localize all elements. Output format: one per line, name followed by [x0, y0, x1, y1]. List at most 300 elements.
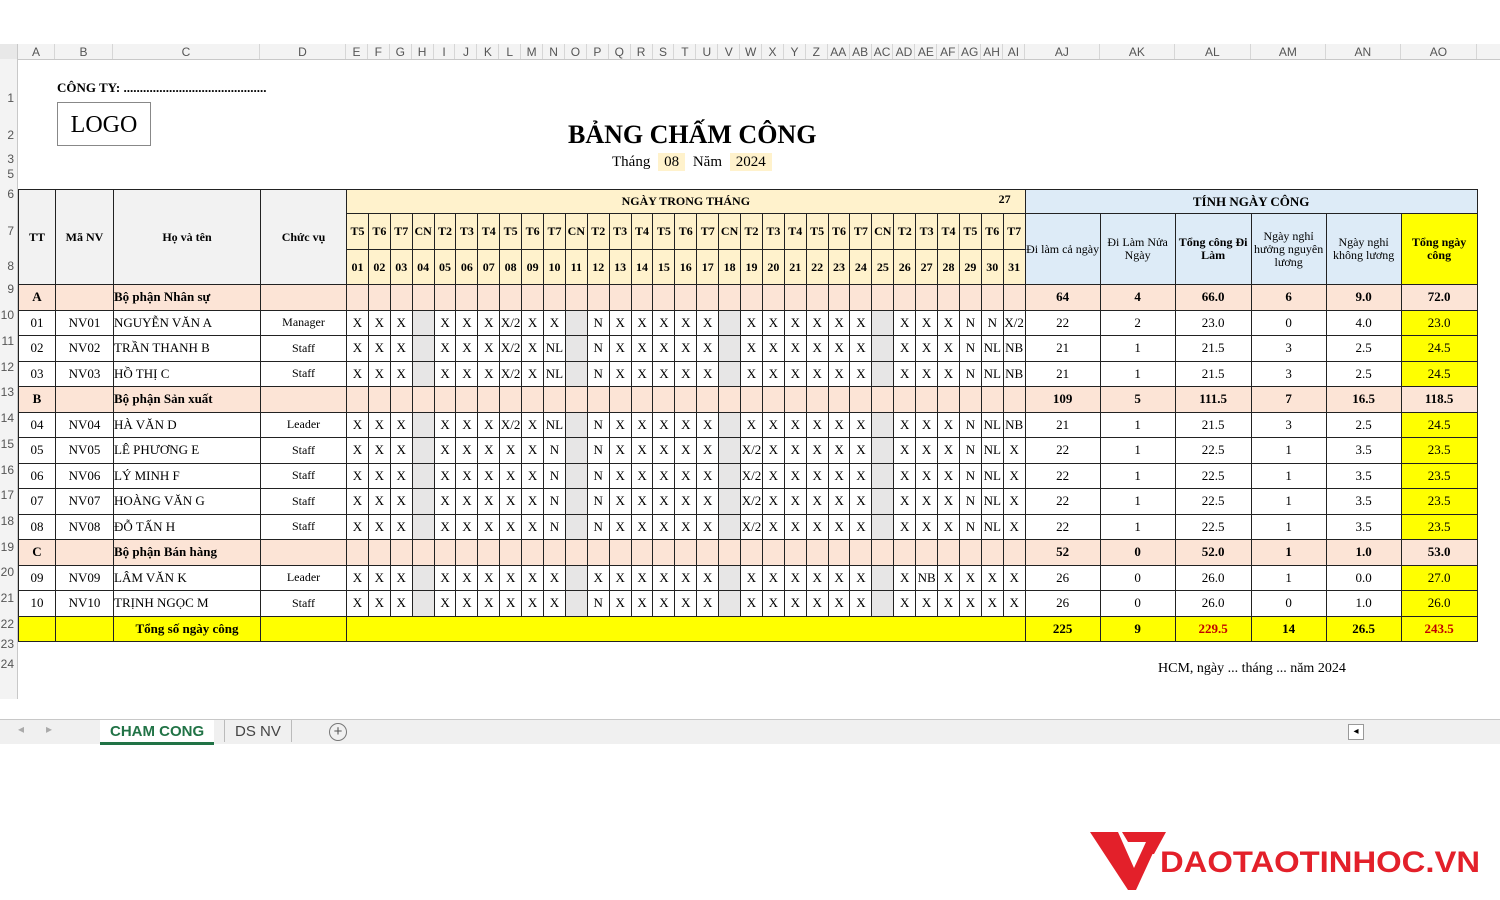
day-cell[interactable]	[1003, 387, 1025, 413]
day-cell[interactable]: NL	[981, 438, 1003, 464]
total-cell[interactable]: 1	[1100, 438, 1175, 464]
tab-ds-nv[interactable]: DS NV	[224, 720, 292, 742]
row-header-6[interactable]: 6	[7, 187, 14, 201]
total-cell[interactable]: 22.5	[1175, 489, 1251, 515]
day-cell[interactable]	[478, 540, 500, 566]
column-header-am[interactable]: AM	[1251, 44, 1326, 59]
day-cell[interactable]: X	[938, 463, 960, 489]
day-cell[interactable]: NB	[1003, 361, 1025, 387]
ma-nv-cell[interactable]	[56, 540, 114, 566]
day-cell[interactable]: X	[347, 514, 369, 540]
day-cell[interactable]: X	[850, 514, 872, 540]
day-cell[interactable]	[959, 285, 981, 311]
day-cell[interactable]	[456, 540, 478, 566]
header-di-lam-nua-ngay[interactable]: Đi Làm Nửa Ngày	[1100, 214, 1175, 285]
day-cell[interactable]	[1003, 285, 1025, 311]
weekday-cell[interactable]: CN	[565, 214, 587, 250]
day-cell[interactable]	[872, 336, 894, 362]
day-cell[interactable]: N	[544, 438, 566, 464]
day-cell[interactable]: NB	[1003, 412, 1025, 438]
header-ngay-trong-thang[interactable]	[347, 190, 1026, 214]
day-cell[interactable]: NL	[981, 412, 1003, 438]
department-name[interactable]: Bộ phận Sản xuất	[114, 387, 261, 413]
day-cell[interactable]: X	[631, 463, 653, 489]
day-cell[interactable]: X	[609, 591, 631, 617]
date-cell[interactable]: 31	[1003, 250, 1025, 285]
day-cell[interactable]: X	[916, 463, 938, 489]
ma-nv-cell[interactable]	[56, 387, 114, 413]
column-header-ai[interactable]: AI	[1003, 44, 1025, 59]
day-cell[interactable]: X	[478, 310, 500, 336]
tab-cham-cong[interactable]: CHAM CONG	[100, 720, 214, 745]
column-header-z[interactable]: Z	[806, 44, 828, 59]
employee-name[interactable]: TRẦN THANH B	[114, 336, 261, 362]
day-cell[interactable]: X	[1003, 514, 1025, 540]
date-cell[interactable]: 04	[412, 250, 434, 285]
column-header-ag[interactable]: AG	[959, 44, 981, 59]
day-cell[interactable]	[390, 387, 412, 413]
total-cell[interactable]: 22.5	[1175, 463, 1251, 489]
total-role-cell[interactable]	[261, 616, 347, 642]
table-row[interactable]	[19, 565, 1478, 591]
day-cell[interactable]	[412, 540, 434, 566]
day-cell[interactable]: X	[916, 412, 938, 438]
date-cell[interactable]: 08	[500, 250, 522, 285]
chuc-vu-cell[interactable]	[261, 540, 347, 566]
column-header-u[interactable]: U	[696, 44, 718, 59]
column-header-r[interactable]: R	[631, 44, 653, 59]
day-cell[interactable]: N	[587, 463, 609, 489]
date-cell[interactable]: 18	[719, 250, 741, 285]
row-header-10[interactable]: 10	[0, 308, 14, 322]
tab-scroll-left-icon[interactable]: ◂	[18, 722, 25, 736]
total-cell[interactable]: 5	[1100, 387, 1175, 413]
day-cell[interactable]: X	[806, 336, 828, 362]
day-cell[interactable]	[872, 310, 894, 336]
day-cell[interactable]: X	[806, 463, 828, 489]
total-cell[interactable]: 1	[1251, 489, 1326, 515]
total-cell[interactable]: 24.5	[1401, 412, 1477, 438]
day-cell[interactable]: X	[609, 438, 631, 464]
day-cell[interactable]: X	[434, 565, 456, 591]
day-cell[interactable]: X	[806, 412, 828, 438]
weekday-cell[interactable]: CN	[412, 214, 434, 250]
role-cell[interactable]: Staff	[261, 336, 347, 362]
header-tong-ngay-cong[interactable]: Tổng ngày công	[1401, 214, 1477, 285]
ma-nv-cell[interactable]: NV05	[56, 438, 114, 464]
total-cell[interactable]: 2.5	[1326, 412, 1401, 438]
total-cell[interactable]: 4.0	[1326, 310, 1401, 336]
row-header-13[interactable]: 13	[0, 385, 14, 399]
day-cell[interactable]: X/2	[741, 438, 763, 464]
month-value[interactable]: 08	[658, 153, 685, 171]
day-cell[interactable]: X	[368, 463, 390, 489]
column-header-al[interactable]: AL	[1175, 44, 1251, 59]
day-cell[interactable]: X	[609, 361, 631, 387]
day-cell[interactable]	[412, 463, 434, 489]
day-cell[interactable]	[412, 591, 434, 617]
day-cell[interactable]: X	[850, 310, 872, 336]
day-cell[interactable]: X	[500, 514, 522, 540]
day-cell[interactable]: N	[959, 336, 981, 362]
day-cell[interactable]: X	[434, 591, 456, 617]
total-cell[interactable]: 27.0	[1401, 565, 1477, 591]
total-cell[interactable]: 111.5	[1175, 387, 1251, 413]
total-cell[interactable]: 22	[1025, 514, 1100, 540]
weekday-cell[interactable]: T5	[653, 214, 675, 250]
day-cell[interactable]	[872, 540, 894, 566]
day-cell[interactable]: X	[697, 463, 719, 489]
day-cell[interactable]	[981, 387, 1003, 413]
total-cell[interactable]: 2.5	[1326, 336, 1401, 362]
day-cell[interactable]: X	[894, 591, 916, 617]
day-cell[interactable]	[762, 387, 784, 413]
day-cell[interactable]: X	[894, 438, 916, 464]
day-cell[interactable]: X	[938, 565, 960, 591]
day-cell[interactable]: X	[478, 489, 500, 515]
date-cell[interactable]: 13	[609, 250, 631, 285]
day-cell[interactable]: NL	[544, 361, 566, 387]
day-cell[interactable]	[872, 285, 894, 311]
day-cell[interactable]: X	[850, 565, 872, 591]
day-cell[interactable]: X	[697, 361, 719, 387]
day-cell[interactable]	[522, 285, 544, 311]
day-cell[interactable]: X	[609, 489, 631, 515]
column-header-a[interactable]: A	[18, 44, 55, 59]
day-cell[interactable]: X	[434, 412, 456, 438]
date-cell[interactable]: 29	[959, 250, 981, 285]
employee-name[interactable]: HỒ THỊ C	[114, 361, 261, 387]
total-cell[interactable]: 3	[1251, 361, 1326, 387]
column-header-ae[interactable]: AE	[915, 44, 937, 59]
total-cell[interactable]: 1	[1251, 540, 1326, 566]
day-cell[interactable]: X	[1003, 565, 1025, 591]
tt-cell[interactable]: 01	[19, 310, 56, 336]
weekday-cell[interactable]: T2	[434, 214, 456, 250]
day-cell[interactable]: X	[522, 565, 544, 591]
day-cell[interactable]	[522, 387, 544, 413]
day-cell[interactable]	[828, 540, 850, 566]
date-cell[interactable]: 03	[390, 250, 412, 285]
date-cell[interactable]: 17	[697, 250, 719, 285]
column-header-p[interactable]: P	[587, 44, 609, 59]
column-header-ad[interactable]: AD	[894, 44, 916, 59]
employee-name[interactable]: TRỊNH NGỌC M	[114, 591, 261, 617]
day-cell[interactable]: X	[390, 361, 412, 387]
column-header-n[interactable]: N	[543, 44, 565, 59]
employee-name[interactable]: HÀ VĂN D	[114, 412, 261, 438]
weekday-cell[interactable]: T2	[894, 214, 916, 250]
column-header-j[interactable]: J	[456, 44, 478, 59]
day-cell[interactable]: X	[762, 336, 784, 362]
column-header-ao[interactable]: AO	[1401, 44, 1477, 59]
day-cell[interactable]: X	[675, 438, 697, 464]
day-cell[interactable]: X	[456, 310, 478, 336]
day-cell[interactable]: X	[784, 310, 806, 336]
day-cell[interactable]	[938, 285, 960, 311]
total-cell[interactable]: 22	[1025, 489, 1100, 515]
date-cell[interactable]: 26	[894, 250, 916, 285]
day-cell[interactable]	[675, 540, 697, 566]
day-cell[interactable]: X	[500, 489, 522, 515]
column-header-aa[interactable]: AA	[828, 44, 850, 59]
day-cell[interactable]	[434, 540, 456, 566]
day-cell[interactable]: X	[631, 310, 653, 336]
day-cell[interactable]: X	[390, 514, 412, 540]
add-sheet-icon[interactable]: +	[329, 723, 347, 741]
day-cell[interactable]: X	[762, 463, 784, 489]
day-cell[interactable]	[412, 285, 434, 311]
day-cell[interactable]: X	[347, 438, 369, 464]
day-cell[interactable]	[784, 285, 806, 311]
total-cell[interactable]: 23.5	[1401, 438, 1477, 464]
day-cell[interactable]: X	[741, 591, 763, 617]
date-cell[interactable]: 28	[938, 250, 960, 285]
day-cell[interactable]: X	[609, 336, 631, 362]
grand-total-value[interactable]: 243.5	[1401, 616, 1477, 642]
day-cell[interactable]: X	[587, 565, 609, 591]
day-cell[interactable]: X	[347, 412, 369, 438]
day-cell[interactable]	[653, 285, 675, 311]
role-cell[interactable]: Staff	[261, 514, 347, 540]
day-cell[interactable]	[981, 285, 1003, 311]
day-cell[interactable]: X	[368, 310, 390, 336]
day-cell[interactable]: X	[478, 336, 500, 362]
day-cell[interactable]: X	[478, 591, 500, 617]
day-cell[interactable]: X	[653, 412, 675, 438]
grand-total-value[interactable]: 229.5	[1175, 616, 1251, 642]
day-cell[interactable]	[631, 285, 653, 311]
weekday-cell[interactable]: T7	[697, 214, 719, 250]
grand-total-value[interactable]: 26.5	[1326, 616, 1401, 642]
total-cell[interactable]: 109	[1025, 387, 1100, 413]
header-tinh-ngay-cong[interactable]: TÍNH NGÀY CÔNG	[1025, 190, 1477, 214]
day-cell[interactable]: X	[675, 361, 697, 387]
day-cell[interactable]	[828, 285, 850, 311]
day-cell[interactable]: X	[938, 310, 960, 336]
day-cell[interactable]: X	[741, 336, 763, 362]
day-cell[interactable]: X	[828, 310, 850, 336]
day-cell[interactable]: NB	[916, 565, 938, 591]
day-cell[interactable]	[631, 387, 653, 413]
day-cell[interactable]: X	[828, 565, 850, 591]
day-cell[interactable]: X	[850, 336, 872, 362]
day-cell[interactable]: X	[938, 336, 960, 362]
day-cell[interactable]: N	[587, 412, 609, 438]
day-cell[interactable]	[675, 285, 697, 311]
column-header-b[interactable]: B	[55, 44, 113, 59]
day-cell[interactable]	[916, 540, 938, 566]
date-cell[interactable]: 10	[544, 250, 566, 285]
date-cell[interactable]: 12	[587, 250, 609, 285]
day-cell[interactable]: X	[762, 310, 784, 336]
total-cell[interactable]: 3	[1251, 412, 1326, 438]
employee-name[interactable]: LÝ MINH F	[114, 463, 261, 489]
day-cell[interactable]	[697, 540, 719, 566]
day-cell[interactable]: N	[587, 310, 609, 336]
day-cell[interactable]	[565, 387, 587, 413]
day-cell[interactable]	[347, 285, 369, 311]
day-cell[interactable]: X	[390, 438, 412, 464]
total-cell[interactable]: 23.0	[1175, 310, 1251, 336]
day-cell[interactable]: X	[522, 463, 544, 489]
day-cell[interactable]: X	[631, 489, 653, 515]
ma-nv-cell[interactable]: NV07	[56, 489, 114, 515]
day-cell[interactable]	[719, 285, 741, 311]
day-cell[interactable]: X	[347, 336, 369, 362]
day-cell[interactable]: X	[697, 489, 719, 515]
total-cell[interactable]: 1	[1100, 361, 1175, 387]
total-cell[interactable]: 23.5	[1401, 463, 1477, 489]
day-cell[interactable]	[784, 540, 806, 566]
day-cell[interactable]	[609, 387, 631, 413]
role-cell[interactable]: Leader	[261, 412, 347, 438]
day-cell[interactable]	[719, 591, 741, 617]
department-name[interactable]: Bộ phận Nhân sự	[114, 285, 261, 311]
day-cell[interactable]: X	[894, 565, 916, 591]
grand-total-row[interactable]	[19, 616, 1478, 642]
day-cell[interactable]: X	[456, 361, 478, 387]
day-cell[interactable]: X	[675, 514, 697, 540]
day-cell[interactable]	[850, 285, 872, 311]
date-cell[interactable]: 19	[741, 250, 763, 285]
day-cell[interactable]: X	[697, 412, 719, 438]
row-header-23[interactable]: 23	[0, 637, 14, 651]
total-cell[interactable]: 22	[1025, 463, 1100, 489]
day-cell[interactable]: X	[959, 591, 981, 617]
tt-cell[interactable]: 09	[19, 565, 56, 591]
employee-name[interactable]: LÊ PHƯƠNG E	[114, 438, 261, 464]
day-cell[interactable]	[872, 361, 894, 387]
day-cell[interactable]	[390, 285, 412, 311]
weekday-cell[interactable]: T7	[850, 214, 872, 250]
day-cell[interactable]: X	[368, 591, 390, 617]
day-cell[interactable]: X	[609, 514, 631, 540]
column-header-v[interactable]: V	[718, 44, 740, 59]
total-cell[interactable]: 26	[1025, 591, 1100, 617]
day-cell[interactable]	[894, 285, 916, 311]
day-cell[interactable]	[894, 387, 916, 413]
total-cell[interactable]: 1	[1100, 463, 1175, 489]
ma-nv-cell[interactable]: NV10	[56, 591, 114, 617]
day-cell[interactable]	[719, 514, 741, 540]
day-cell[interactable]	[565, 463, 587, 489]
role-cell[interactable]: Staff	[261, 361, 347, 387]
role-cell[interactable]: Staff	[261, 438, 347, 464]
day-cell[interactable]: X	[828, 361, 850, 387]
weekday-cell[interactable]: T4	[478, 214, 500, 250]
day-cell[interactable]: X	[478, 514, 500, 540]
day-cell[interactable]: X	[609, 412, 631, 438]
day-cell[interactable]: X	[1003, 591, 1025, 617]
total-cell[interactable]: 53.0	[1401, 540, 1477, 566]
day-cell[interactable]: X	[762, 565, 784, 591]
table-row[interactable]	[19, 412, 1478, 438]
column-header-q[interactable]: Q	[609, 44, 631, 59]
total-cell[interactable]: 0	[1100, 591, 1175, 617]
date-cell[interactable]: 09	[522, 250, 544, 285]
ma-nv-cell[interactable]: NV02	[56, 336, 114, 362]
group-row[interactable]	[19, 540, 1478, 566]
day-cell[interactable]	[872, 591, 894, 617]
total-cell[interactable]: 1	[1251, 438, 1326, 464]
day-cell[interactable]: X	[609, 310, 631, 336]
grand-total-value[interactable]: 225	[1025, 616, 1100, 642]
day-cell[interactable]: X	[784, 336, 806, 362]
day-cell[interactable]: X	[916, 514, 938, 540]
day-cell[interactable]: X	[981, 591, 1003, 617]
column-header-y[interactable]: Y	[784, 44, 806, 59]
weekday-cell[interactable]: T6	[981, 214, 1003, 250]
day-cell[interactable]: X	[894, 514, 916, 540]
total-cell[interactable]: 1.0	[1326, 540, 1401, 566]
day-cell[interactable]: X	[894, 336, 916, 362]
column-header-l[interactable]: L	[499, 44, 521, 59]
row-header-3[interactable]: 3	[7, 152, 14, 166]
table-row[interactable]	[19, 438, 1478, 464]
day-cell[interactable]	[412, 361, 434, 387]
day-cell[interactable]: X	[916, 591, 938, 617]
weekday-cell[interactable]: T4	[784, 214, 806, 250]
total-days-cell[interactable]	[347, 616, 1026, 642]
day-cell[interactable]	[719, 361, 741, 387]
day-cell[interactable]: NL	[544, 336, 566, 362]
day-cell[interactable]: N	[959, 412, 981, 438]
tt-cell[interactable]: 02	[19, 336, 56, 362]
weekday-cell[interactable]: T2	[587, 214, 609, 250]
total-cell[interactable]: 21	[1025, 336, 1100, 362]
column-header-o[interactable]: O	[565, 44, 587, 59]
total-cell[interactable]: 23.0	[1401, 310, 1477, 336]
row-header-16[interactable]: 16	[0, 463, 14, 477]
day-cell[interactable]: X	[850, 591, 872, 617]
total-cell[interactable]: 3.5	[1326, 489, 1401, 515]
day-cell[interactable]: N	[959, 310, 981, 336]
row-header-11[interactable]: 11	[1, 334, 14, 348]
total-cell[interactable]: 3	[1251, 336, 1326, 362]
day-cell[interactable]: X	[675, 489, 697, 515]
tt-cell[interactable]: A	[19, 285, 56, 311]
column-header-ah[interactable]: AH	[981, 44, 1003, 59]
day-cell[interactable]: N	[544, 489, 566, 515]
day-cell[interactable]	[719, 438, 741, 464]
date-cell[interactable]: 22	[806, 250, 828, 285]
date-cell[interactable]: 21	[784, 250, 806, 285]
day-cell[interactable]: X	[368, 412, 390, 438]
day-cell[interactable]	[828, 387, 850, 413]
day-cell[interactable]: X	[544, 591, 566, 617]
row-header-24[interactable]: 24	[0, 657, 14, 671]
day-cell[interactable]: N	[959, 489, 981, 515]
day-cell[interactable]	[347, 540, 369, 566]
total-cell[interactable]: 0	[1100, 565, 1175, 591]
day-cell[interactable]: X	[609, 463, 631, 489]
day-cell[interactable]: X	[828, 412, 850, 438]
day-cell[interactable]: NB	[1003, 336, 1025, 362]
total-cell[interactable]: 3.5	[1326, 438, 1401, 464]
day-cell[interactable]	[565, 336, 587, 362]
day-cell[interactable]: X	[850, 361, 872, 387]
row-header-18[interactable]: 18	[0, 514, 14, 528]
day-cell[interactable]	[434, 387, 456, 413]
weekday-cell[interactable]: T6	[828, 214, 850, 250]
day-cell[interactable]: X	[522, 361, 544, 387]
day-cell[interactable]: X	[938, 412, 960, 438]
total-cell[interactable]: 23.5	[1401, 489, 1477, 515]
day-cell[interactable]: X	[456, 489, 478, 515]
day-cell[interactable]	[587, 285, 609, 311]
day-cell[interactable]: X	[850, 412, 872, 438]
